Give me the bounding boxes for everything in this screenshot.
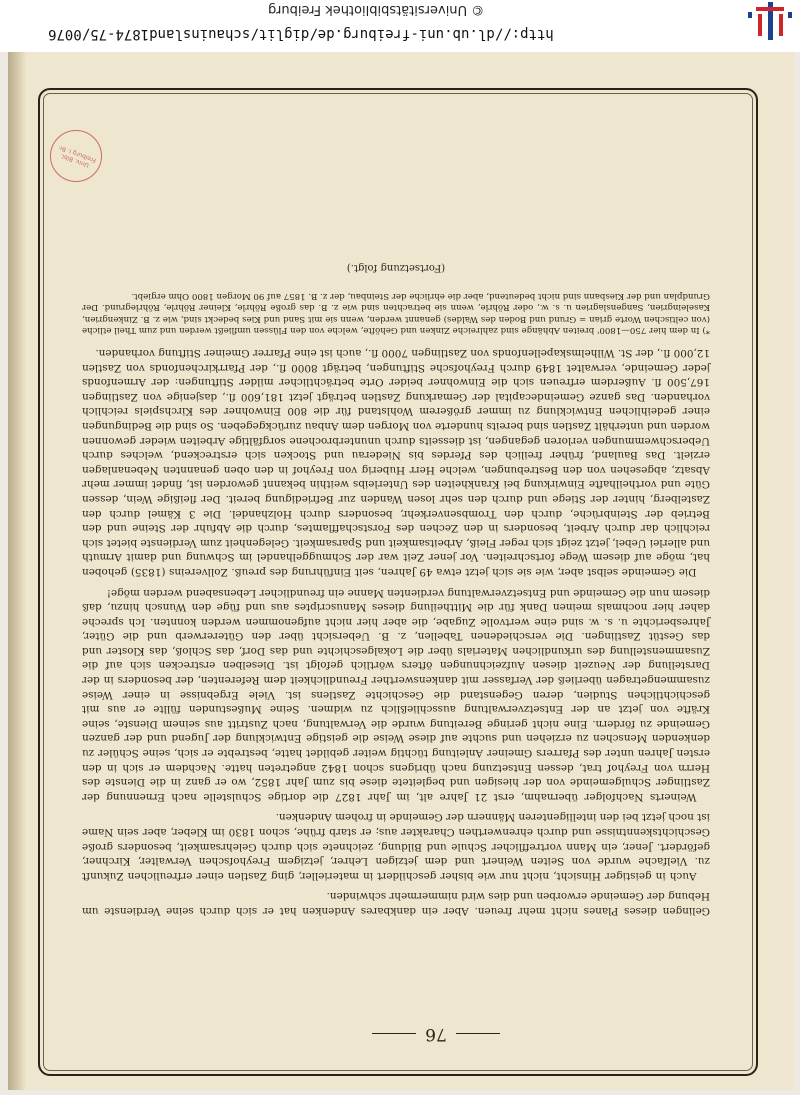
library-stamp-text: Univ. Bibl. Freiburg i. Br. bbox=[57, 143, 98, 169]
footnote: *) In dem hier 750—1800' breiten Abhänge sind zahlreiche Zinken und Gehöfte, welche von den Flüssen umfließt werden und zum Theil etliche (von celtischen Worte grian = Grund und Boden des Waldes) genannt werden, wenn sie mit Sand und Kies bedeckt sind, wie z. B. Zinkengrien, Kaseleingrien, Sangenslagrien u. s. w., oder Röhrle, wenn sie betrachten sind wie z. B. das große Röhrle, Kleiner Röhrle, Röhrlegrund. Der Grundplan und der Kiesbann sind nicht bedeutend, aber die ehrliche der Steinbau, der z. B. 1857 auf 90 Morgen 1800 Ohm ergiebt. bbox=[82, 290, 710, 336]
scanned-page bbox=[8, 52, 794, 1090]
paragraph-4: Die Gemeinde selbst aber, wie sie sich jetzt etwa 49 Jahren, seit Einführung des preuß. Zollvereins (1835) gehoben hat, möge auf diesem Wege fortschreiten. Vor jener Zeit war der Schmuggelhandel im Schwung und damit Armuth und allerlei Uebel, jetzt zeigt sich reger Fleiß, Arbeitsamkeit und Sparsamkeit. Gelegenheit zum Verdienste bietet sich reichlich dar durch Arbeit, besonders in den Zechen des Forstschafflamtes, durch die Abfuhr der Steine und den Betrieb der Steinbrüche, durch den Trombsenverkehr, besonders durch Holzhandel. Die 3 Kämel durch den Zastelberg, hinter der Stiege und durch den sehr losen Wanden zur Befriedigung bereit. Der fleißige Wein, dessen Güte und vortheilhafte Einwirkung bei Krankheiten des Unterleibs weithin bekannt geworden ist, findet immer mehr Absatz, abgesehen von den Bestrebungen, welche Herr Huberig von Freyhof in den oben genannten Nebenanlagen erzielt. Das Bauland, früher freilich des Pferdes bis Niederau und Stocken sich erstreckend, welches durch Ueberschwemmungen verloren gegangen, ist diesseits durch ununterbrochene sorgfältige Arbeiten wieder gewonnen worden und unterhält Zastlen sind bereits hunderte von Morgen dem Anbau zurückgegeben. So sind die Bedingungen einer gedeihlichen Entwicklung zu immer größerem Wohlstand für die 800 Einwohner des Kirchspiels reichlich vorhanden. Das ganze Gemeindecapital der Gemarkung Zastlen beträgt jetzt 181,600 fl., dasjenige von Zastlingen 167,500 fl. Außerdem erfreuen sich die Einwohner beider Orte beträchtlicher milder Stiftungen: der Armenfonds jeder Gemeinde, verwaltet 1849 durch Freyhofsche Stiftungen, beträgt 8000 fl., der Pfarrkirchenfonds von Zastlen 12,000 fl., der St. Wilhelmskapellenfonds von Zastlingen 7000 fl., auch ist eine Pfarrer Gmeiner Stiftung vorhanden. bbox=[82, 347, 710, 578]
page-number bbox=[372, 1024, 500, 1044]
paragraph-3: Weinerts Nachfolger übernahm, erst 21 Jahre alt, im Jahr 1827 die dortige Schulstelle nach Ernennung der Zastlinger Schulgemeinde von der hiesigen und begleitete diese bis zum Jahr 1852, wo er ganz in die Dienste des Herrn von Freyhof trat, dessen Entsetzung nach übrigens schon 1842 angetreten hatte. Nachdem er sich in den ersten Jahren unter des Pfarrers Gmeiner Anleitung tüchtig weiter gebildet hatte, bestrebte er sich, seine Schüler zu denkenden Menschen zu erziehen und suchte auf diese Weise die geistige Entwicklung der Jugend und der ganzen Gemeinde zu fördern. Eine nicht geringe Bereitung wurde die Verwaltung, nach Zustritt aus seinem Dienste, seine Kräfte von jetzt an der Entsetzverwaltung ausschließlich zu widmen. Seine Mußestunden füllte er aus mit geschichtlichen Studien, deren Gegenstand die Geschichte Zastlens ist. Viele Ergebnisse in einer Weise zusammengetragen überließ der Verfasser mit dankenswerther Freundlichkeit dem Referenten, der besonders in der Darstellung der Neuzeit diesen Aufzeichnungen öfters wörtlich gefolgt ist. Dieselben erstrecken sich auf die Zusammenstellung des urkundlichen Materials über die Lokalgeschichte und das Dorf, das Schloß, das Kloster und das Gestüt Zastlingen. Die verschiedenen Tabellen, z. B. Uebersicht über den Gütererwerb und die Güter, Jahresberichte u. s. w. sind eine wertvolle Zugabe, die aber hier nicht aufgenommen werden konnten. Ich spreche daher hier nochmals meinen Dank für die Mittheilung dieses Manuscriptes aus und füge den Wunsch hinzu, daß diesem nun die Gemeinde und Entsetzverwaltung verdienten Manne ein freundlicher Lebensabend werden möge! bbox=[82, 586, 710, 803]
upside-down-page-content bbox=[42, 92, 750, 1068]
ub-freiburg-logo-icon bbox=[748, 2, 792, 42]
page-url-link[interactable]: http://dl.ub.uni-freiburg.de/diglit/schauinsland1874-75/0076 bbox=[48, 26, 554, 42]
page-number-text: 76 bbox=[425, 1024, 447, 1044]
ornament-left-icon bbox=[456, 1033, 500, 1034]
paragraph-2: Auch in geistiger Hinsicht, nicht nur wie bisher geschildert in materieller, ging Zastlen einer erfreulichen Zukunft zu. Vielfache wurde von Seiten Weinert und dem jetzigen Lehrer, jetzigem Freyhofschen Verwalter, Kirchner, gefördert. Jener, ein Mann vortrefflicher Schule und Bildung, zeichnete sich durch Gelehrsamkeit, besonders große Geschichtskenntnisse und durch ehrenwerthen Charakter aus; er starb frühe, schon 1830 im Kleber, aber sein Name ist noch jetzt bei den intelligenteren Männern der Gemeinde in frohem Andenken. bbox=[82, 811, 710, 882]
copyright-notice: © Universitätsbibliothek Freiburg bbox=[268, 2, 485, 17]
continuation-note: (Fortsetzung folgt.) bbox=[346, 262, 446, 274]
page-text-block bbox=[82, 262, 710, 918]
paragraph-1: Gelingen dieses Planes nicht mehr freuen. Aber ein dankbares Andenken hat er sich durch seine Verdienste um Hebung der Gemeinde erworben und dies wird nimmermehr schwinden. bbox=[82, 890, 710, 917]
viewer-header bbox=[0, 0, 800, 52]
ornament-right-icon bbox=[372, 1033, 416, 1034]
page-binding-shadow bbox=[8, 52, 26, 1090]
